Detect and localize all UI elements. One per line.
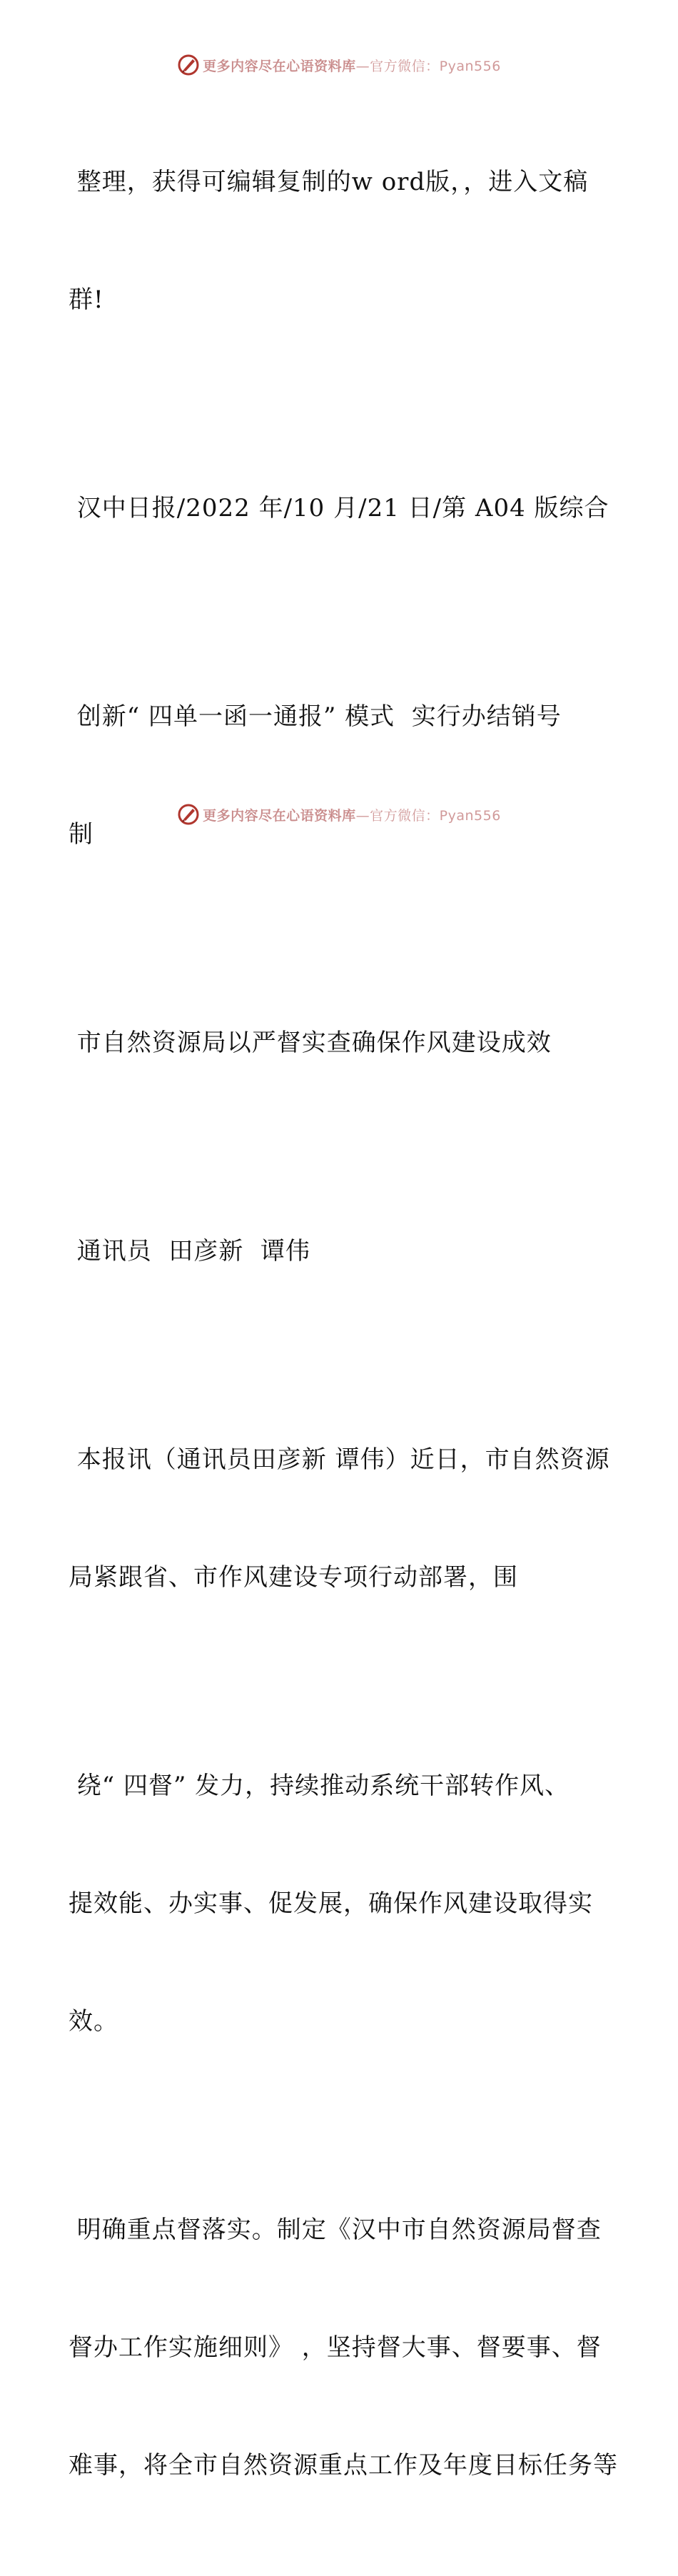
watermark-contact-text: 官方微信：Pyan556 — [370, 807, 501, 824]
paragraph-body-1 — [69, 1688, 611, 2120]
paragraph-subheadline — [69, 945, 611, 1141]
watermark-text — [203, 805, 501, 824]
text-line: 明确重点督落实。制定《汉中市自然资源局督查 — [69, 2216, 602, 2244]
text-line: 创新“ 四单一函一通报” 模式 实行办结销号 — [69, 702, 562, 731]
quill-logo-icon — [177, 803, 200, 826]
document-body — [69, 84, 618, 2576]
text-line: 效。 — [69, 2007, 118, 2036]
quill-logo-icon — [177, 54, 200, 76]
watermark-text — [203, 56, 501, 75]
paragraph-byline — [69, 1153, 611, 1350]
text-line: 提效能、办实事、促发展，确保作风建设取得实 — [69, 1889, 593, 1918]
header-watermark — [0, 51, 678, 79]
text-line: 难事，将全市自然资源重点工作及年度目标任务等 — [69, 2451, 618, 2480]
paragraph-lead — [69, 1362, 611, 1676]
watermark-contact-text: 官方微信：Pyan556 — [370, 58, 501, 74]
text-line: 局紧跟省、市作风建设专项行动部署，围 — [69, 1563, 518, 1592]
text-line: 制 — [69, 820, 93, 849]
text-line: 整理，获得可编辑复制的w ord版，，进入文稿 — [69, 168, 589, 196]
watermark-site-text: 更多内容尽在心语资料库 — [203, 58, 356, 74]
paragraph-body-2 — [69, 2132, 618, 2564]
paragraph-headline — [69, 619, 611, 933]
paragraph-source-line — [69, 410, 611, 607]
paragraph-intro — [69, 84, 611, 398]
text-line: 本报讯（通讯员田彦新 谭伟）近日，市自然资源 — [69, 1445, 610, 1474]
text-line: 绕“ 四督” 发力，持续推动系统干部转作风、 — [69, 1772, 570, 1800]
watermark-dash: — — [355, 807, 370, 824]
text-line: 市自然资源局以严督实查确保作风建设成效 — [69, 1029, 552, 1057]
watermark-site-text: 更多内容尽在心语资料库 — [203, 807, 356, 824]
text-line: 通讯员 田彦新 谭伟 — [69, 1237, 311, 1266]
text-line: 督办工作实施细则》 ，坚持督大事、督要事、督 — [69, 2333, 602, 2362]
watermark-dash: — — [355, 58, 370, 74]
text-line: 汉中日报/2022 年/10 月/21 日/第 A04 版综合 — [69, 494, 609, 522]
footer-watermark — [0, 800, 678, 829]
text-line: 群! — [69, 286, 104, 314]
